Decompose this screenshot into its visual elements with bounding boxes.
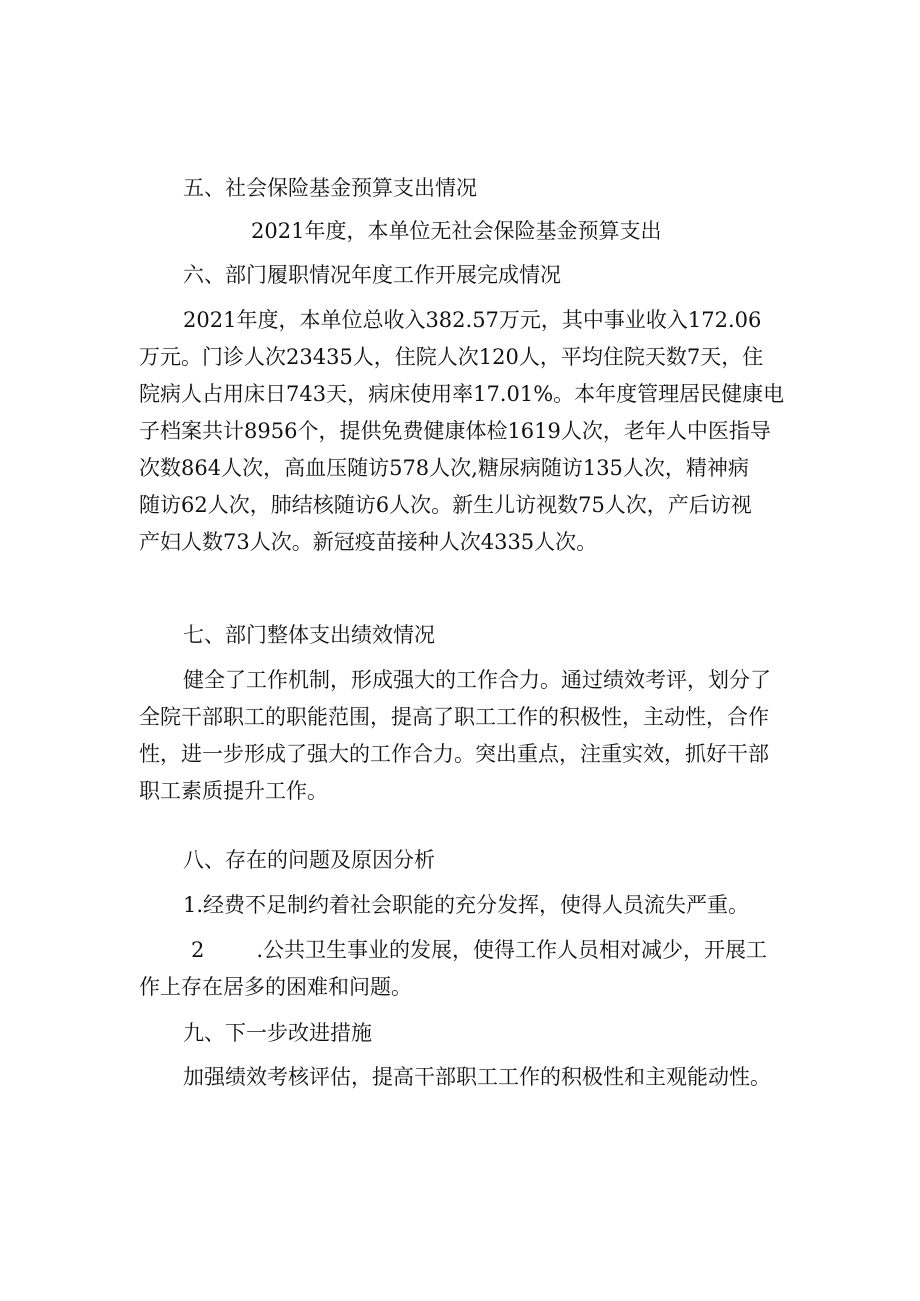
section-9-heading: 九、下一步改进措施 [183, 1021, 372, 1045]
section-7-line-3: 性，进一步形成了强大的工作合力。突出重点，注重实效，抓好干部 [139, 742, 769, 766]
section-8-item-2-line-2: 作上存在居多的困难和问题。 [139, 975, 412, 999]
section-5-heading: 五、社会保险基金预算支出情况 [183, 176, 477, 200]
section-8-item-2-number: 2 [191, 938, 205, 962]
section-8-item-2 [139, 932, 789, 1006]
section-7-heading: 七、部门整体支出绩效情况 [183, 623, 435, 647]
section-6-body [139, 302, 789, 561]
section-7-line-4: 职工素质提升工作。 [139, 779, 328, 803]
section-7-line-2: 全院干部职工的职能范围，提高了职工工作的积极性，主动性，合作 [139, 705, 769, 729]
section-6-line-2: 万元。门诊人次23435人，住院人次120人，平均住院天数7天，住 [139, 345, 764, 369]
section-6-line-5: 次数864人次，高血压随访578人次,糖尿病随访135人次，精神病 [139, 456, 749, 480]
section-6-heading: 六、部门履职情况年度工作开展完成情况 [183, 263, 561, 287]
section-6-line-6: 随访62人次，肺结核随访6人次。新生儿访视数75人次，产后访视 [139, 493, 752, 517]
section-6-line-3: 院病人占用床日743天，病床使用率17.01%。本年度管理居民健康电 [139, 382, 785, 406]
section-9-body: 加强绩效考核评估，提高干部职工工作的积极性和主观能动性。 [183, 1065, 771, 1089]
section-6-line-1: 2021年度，本单位总收入382.57万元，其中事业收入172.06 [183, 308, 762, 332]
section-7-body [139, 662, 789, 810]
section-8-item-2-line-1: .公共卫生事业的发展，使得工作人员相对减少，开展工 [256, 938, 768, 962]
section-7-line-1: 健全了工作机制，形成强大的工作合力。通过绩效考评，划分了 [183, 668, 771, 692]
section-8-heading: 八、存在的问题及原因分析 [183, 848, 435, 872]
section-6-line-7: 产妇人数73人次。新冠疫苗接种人次4335人次。 [139, 530, 598, 554]
section-5-body: 2021年度，本单位无社会保险基金预算支出 [251, 219, 662, 243]
section-8-item-1: 1.经费不足制约着社会职能的充分发挥，使得人员流失严重。 [183, 893, 750, 917]
section-8-item-2-first-line [139, 932, 789, 969]
section-6-line-4: 子档案共计8956个，提供免费健康体检1619人次，老年人中医指导 [139, 419, 771, 443]
